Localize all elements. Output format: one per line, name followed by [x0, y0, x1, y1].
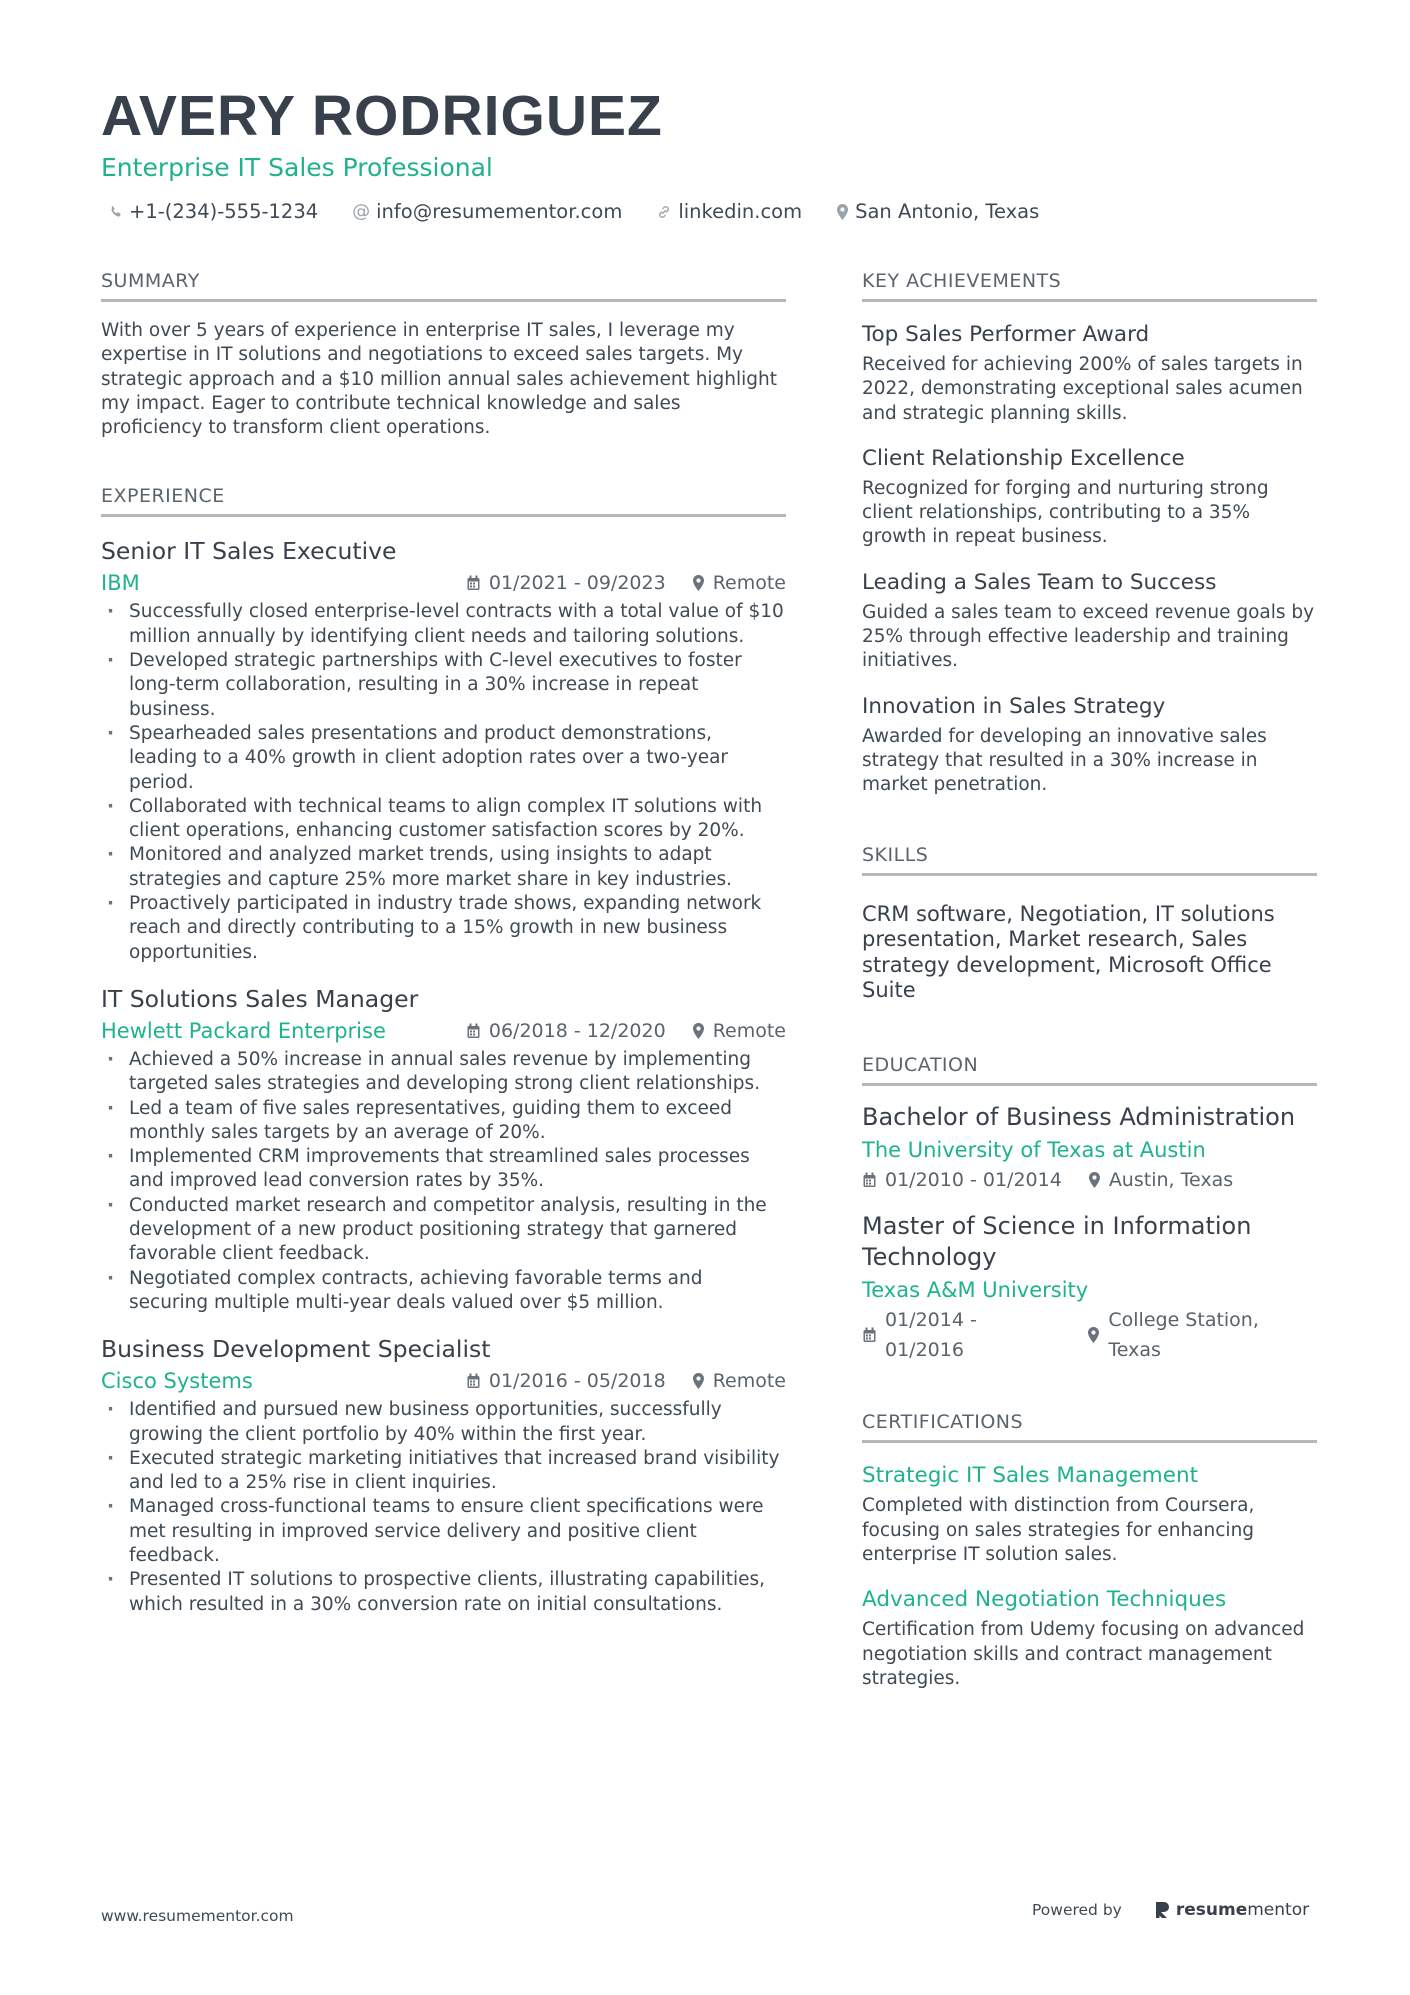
education-location: Austin, Texas	[1108, 1169, 1234, 1192]
job-bullets	[101, 1398, 786, 1617]
experience-heading: EXPERIENCE	[101, 483, 786, 517]
location-pin-icon	[1088, 1172, 1101, 1188]
job-title: Business Development Specialist	[101, 1335, 491, 1364]
bullet-item: · Led a team of five sales representatives, guiding them to exceed monthly sales targets by an average of 20%.	[101, 1097, 786, 1146]
location-text: San Antonio, Texas	[855, 200, 1040, 223]
certification-desc: Certification from Udemy focusing on advanced negotiation skills and contract management strategies.	[862, 1619, 1305, 1689]
degree-title: Master of Science in Information Technology	[862, 1212, 1252, 1271]
achievement-title: Client Relationship Excellence	[862, 445, 1185, 471]
job-date-location	[466, 1367, 786, 1395]
location-pin-icon	[836, 204, 849, 220]
job-meta	[101, 569, 786, 597]
job-bullets	[101, 600, 786, 964]
achievement-item	[862, 444, 1317, 550]
job-title: IT Solutions Sales Manager	[101, 984, 419, 1013]
summary-text: With over 5 years of experience in enterprise IT sales, I leverage my expertise in IT solutions and negotiations to exceed sales targets. My strategic approach and a $10 million annual sales achievement highlight my impact. Eager to contribute technical knowledge and sales proficiency to transform client operations.	[101, 320, 778, 439]
left-column	[101, 268, 786, 1617]
bullet-item: · Monitored and analyzed market trends, using insights to adapt strategies and capture 25% more market share in key industries.	[101, 843, 786, 892]
education-dates: 01/2014 - 01/2016	[885, 1309, 977, 1362]
achievement-item	[862, 692, 1317, 798]
certifications-heading: CERTIFICATIONS	[862, 1409, 1317, 1443]
bullet-item: · Negotiated complex contracts, achieving favorable terms and securing multiple multi-year deals valued over $5 million.	[101, 1267, 786, 1316]
calendar-icon	[466, 575, 481, 591]
job-location: Remote	[712, 1370, 786, 1393]
bullet-item: · Conducted market research and competitor analysis, resulting in the development of a new product positioning strategy that garnered favorable client feedback.	[101, 1194, 786, 1267]
bullet-item: · Identified and pursued new business opportunities, successfully growing the client portfolio by 40% within the first year.	[101, 1398, 786, 1447]
at-icon: @	[352, 201, 371, 222]
calendar-icon	[862, 1327, 877, 1343]
bullet-item: · Managed cross-functional teams to ensure client specifications were met resulting in improved service delivery and positive client feedback.	[101, 1495, 786, 1568]
degree-title: Bachelor of Business Administration	[862, 1102, 1296, 1131]
job-entry	[101, 535, 786, 964]
job-entry	[101, 1333, 786, 1617]
location-pin-icon	[692, 1373, 705, 1389]
contact-phone[interactable]	[109, 200, 318, 223]
contact-bar	[101, 200, 1321, 223]
job-dates: 01/2016 - 05/2018	[488, 1370, 666, 1393]
certification-title: Strategic IT Sales Management	[862, 1463, 1199, 1489]
bullet-item: · Collaborated with technical teams to align complex IT solutions with client operations, enhancing customer satisfaction scores by 20%.	[101, 795, 786, 844]
contact-linkedin[interactable]	[656, 200, 802, 223]
bullet-item: · Executed strategic marketing initiatives that increased brand visibility and led to a 25% rise in client inquiries.	[101, 1447, 786, 1496]
job-date-location	[466, 569, 786, 597]
achievement-desc: Received for achieving 200% of sales targets in 2022, demonstrating exceptional sales acumen and strategic planning skills.	[862, 354, 1303, 424]
company-name: IBM	[101, 571, 140, 596]
calendar-icon	[466, 1023, 481, 1039]
phone-icon	[109, 205, 123, 219]
candidate-role: Enterprise IT Sales Professional	[101, 153, 493, 182]
candidate-name: AVERY RODRIGUEZ	[101, 84, 663, 148]
education-heading: EDUCATION	[862, 1052, 1317, 1086]
education-location: College Station, Texas	[1108, 1309, 1259, 1362]
achievements-heading: KEY ACHIEVEMENTS	[862, 268, 1317, 302]
bullet-item: · Proactively participated in industry trade shows, expanding network reach and directly contributing to a 15% growth in new business opportunities.	[101, 892, 786, 965]
certification-desc: Completed with distinction from Coursera, focusing on sales strategies for enhancing enterprise IT solution sales.	[862, 1495, 1255, 1566]
education-meta	[862, 1305, 1317, 1365]
job-date-location	[466, 1017, 786, 1045]
bullet-item: · Presented IT solutions to prospective clients, illustrating capabilities, which resulted in a 30% conversion rate on initial consultations.	[101, 1568, 786, 1617]
school-name: The University of Texas at Austin	[862, 1138, 1206, 1163]
education-item	[862, 1102, 1317, 1196]
job-location: Remote	[712, 1019, 786, 1042]
summary-heading: SUMMARY	[101, 268, 786, 302]
calendar-icon	[862, 1172, 877, 1188]
job-meta	[101, 1367, 786, 1395]
footer-website[interactable]: www.resumementor.com	[101, 1907, 294, 1925]
achievement-title: Innovation in Sales Strategy	[862, 693, 1166, 719]
achievement-desc: Recognized for forging and nurturing strong client relationships, contributing to a 35% growth in repeat business.	[862, 477, 1269, 548]
skills-heading: SKILLS	[862, 842, 1317, 876]
company-name: Cisco Systems	[101, 1369, 253, 1394]
contact-email[interactable]	[352, 200, 622, 223]
email-text: info@resumementor.com	[376, 200, 623, 223]
education-meta	[862, 1165, 1317, 1195]
job-entry	[101, 983, 786, 1315]
location-pin-icon	[692, 575, 705, 591]
achievement-item	[862, 320, 1317, 426]
achievement-title: Top Sales Performer Award	[862, 322, 1150, 347]
certification-item	[862, 1461, 1317, 1567]
powered-by-label: Powered by	[1032, 1901, 1122, 1919]
location-pin-icon	[692, 1023, 705, 1039]
job-dates: 01/2021 - 09/2023	[488, 572, 666, 595]
contact-location	[836, 200, 1039, 223]
achievement-title: Leading a Sales Team to Success	[862, 569, 1217, 595]
job-meta	[101, 1017, 786, 1045]
skills-text: CRM software, Negotiation, IT solutions presentation, Market research, Sales strategy development, Microsoft Office Suite	[862, 901, 1275, 1003]
job-bullets	[101, 1048, 786, 1315]
brand-name-bold: resume	[1175, 1900, 1248, 1920]
brand-mark-icon	[1154, 1900, 1170, 1920]
phone-text: +1-(234)-555-1234	[129, 200, 319, 223]
bullet-item: · Spearheaded sales presentations and product demonstrations, leading to a 40% growth in client adoption rates over a two-year period.	[101, 722, 786, 795]
bullet-item: · Implemented CRM improvements that streamlined sales processes and improved lead conversion rates by 35%.	[101, 1145, 786, 1194]
resume-header	[101, 84, 1321, 223]
bullet-item: · Developed strategic partnerships with C-level executives to foster long-term collaboration, resulting in a 30% increase in repeat business.	[101, 649, 786, 722]
job-location: Remote	[712, 572, 786, 595]
bullet-item: · Successfully closed enterprise-level contracts with a total value of $10 million annually by identifying client needs and tailoring solutions.	[101, 600, 786, 649]
job-dates: 06/2018 - 12/2020	[488, 1019, 666, 1042]
footer-branding	[1032, 1900, 1309, 1920]
right-column	[862, 268, 1317, 1691]
job-title: Senior IT Sales Executive	[101, 537, 397, 566]
certification-item	[862, 1585, 1317, 1691]
school-name: Texas A&M University	[862, 1278, 1089, 1303]
calendar-icon	[466, 1373, 481, 1389]
education-item	[862, 1211, 1317, 1365]
certification-title: Advanced Negotiation Techniques	[862, 1587, 1227, 1613]
achievement-desc: Awarded for developing an innovative sales strategy that resulted in a 30% increase in market penetration.	[862, 725, 1267, 796]
education-dates: 01/2010 - 01/2014	[885, 1169, 1062, 1192]
achievement-desc: Guided a sales team to exceed revenue goals by 25% through effective leadership and training initiatives.	[862, 601, 1315, 672]
achievement-item	[862, 568, 1317, 674]
link-icon	[656, 204, 672, 220]
company-name: Hewlett Packard Enterprise	[101, 1018, 386, 1043]
resumementor-logo[interactable]	[1154, 1900, 1309, 1920]
bullet-item: · Achieved a 50% increase in annual sales revenue by implementing targeted sales strategies and developing strong client relationships.	[101, 1048, 786, 1097]
linkedin-text: linkedin.com	[678, 200, 803, 223]
location-pin-icon	[1087, 1327, 1100, 1343]
brand-name-rest: mentor	[1247, 1900, 1310, 1920]
